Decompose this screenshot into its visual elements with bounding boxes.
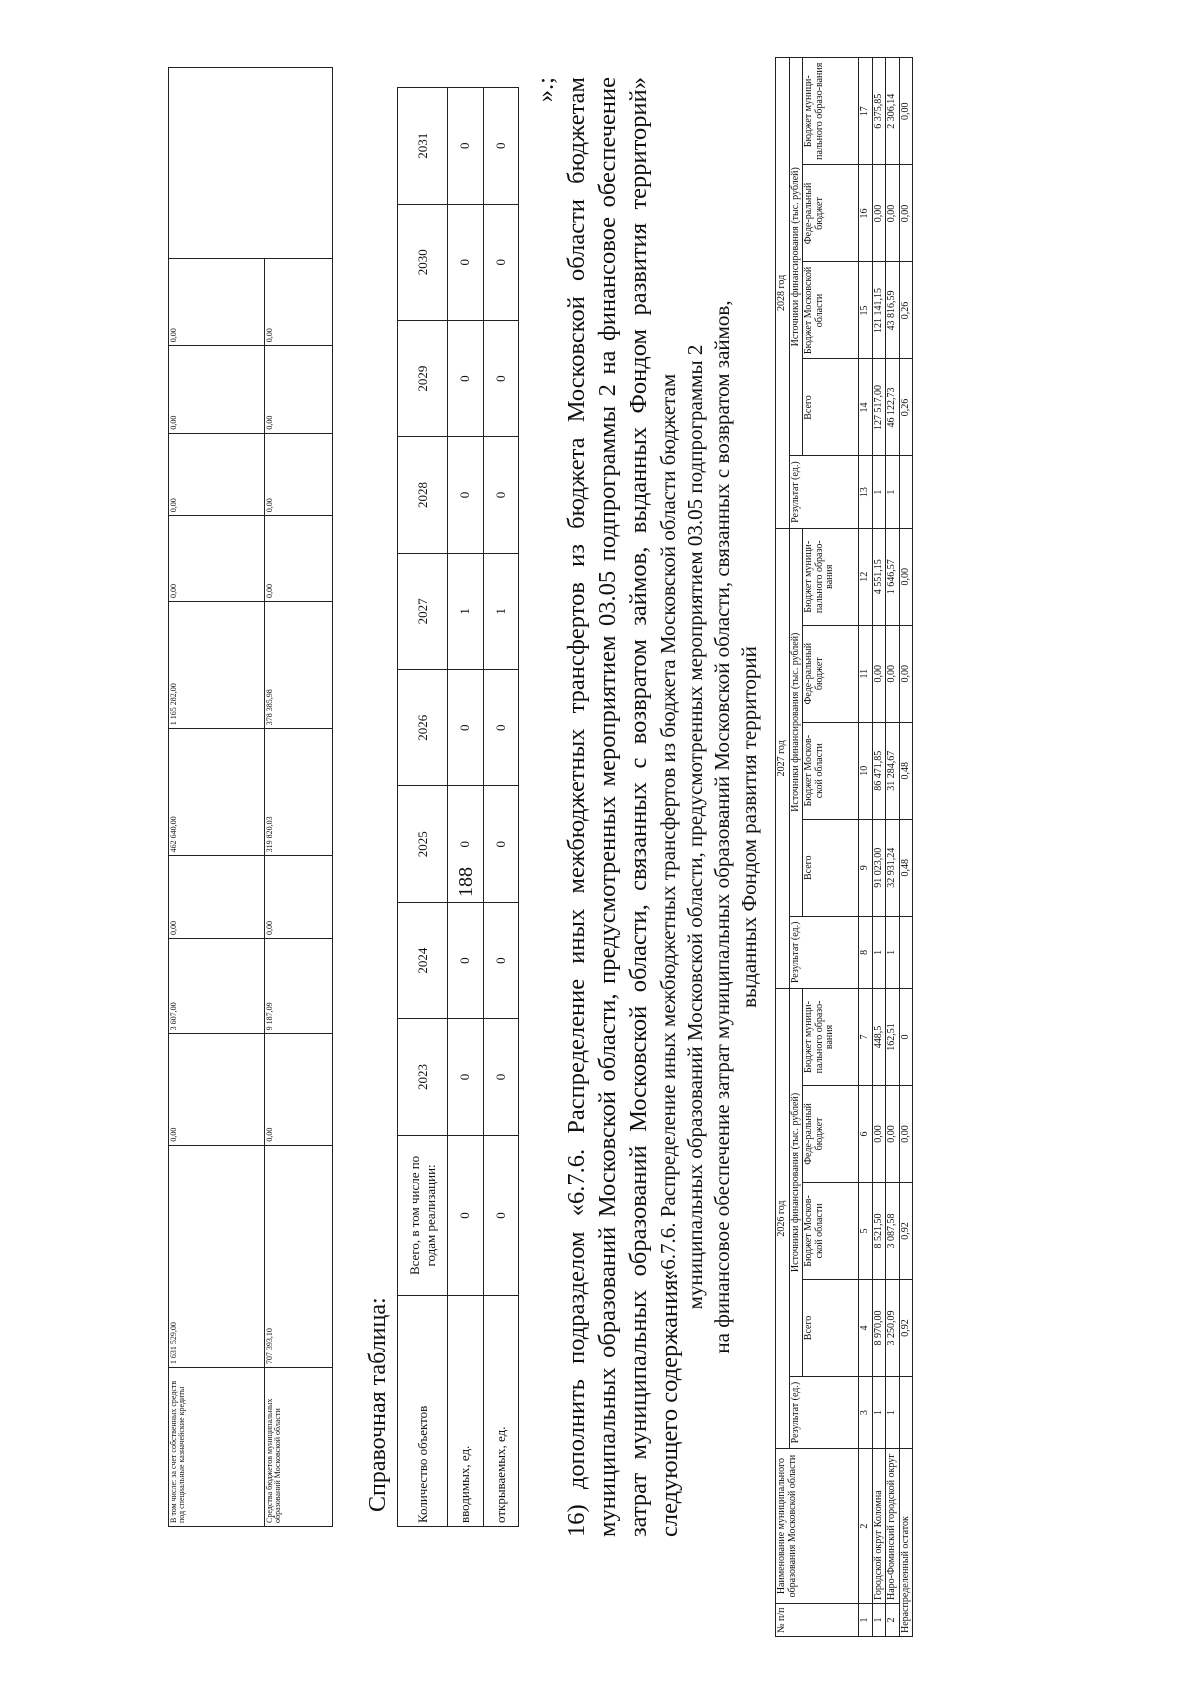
result-header: Результат (ед.): [789, 1376, 859, 1448]
table-cell: 121 141,15: [872, 262, 886, 359]
table-cell: 0: [448, 1019, 484, 1135]
table-cell: 31 284,67: [886, 722, 900, 819]
closing-mark: ».;: [532, 77, 559, 103]
table-row: [872, 58, 886, 1637]
column-numbers-row: [859, 58, 873, 1637]
table-cell: 0: [483, 902, 519, 1018]
table-cell: 6: [859, 1085, 873, 1182]
table-cell: 13: [859, 456, 873, 528]
objects-table: [397, 87, 519, 1527]
table-cell: 6 375,85: [872, 58, 886, 165]
heading-line: на финансовое обеспечение затрат муниципальных образований Московской области, связанных с возвратом займов,: [710, 300, 734, 1354]
top-cell: 0,00: [169, 258, 265, 345]
table-cell: 1: [886, 456, 900, 528]
table-cell: 0,00: [899, 1085, 913, 1182]
top-cell: 462 640,00: [169, 729, 265, 856]
caption: Справочная таблица:: [365, 1297, 391, 1512]
top-cell: 1 631 529,00: [169, 1145, 265, 1368]
top-cell: 0,00: [265, 1034, 333, 1145]
page-number: 188: [455, 867, 477, 897]
row-total: 0: [483, 1135, 519, 1296]
table-cell: 0: [483, 204, 519, 320]
year-header: 2028 год: [776, 58, 790, 529]
table-cell: 7: [859, 988, 873, 1085]
sources-header: Источники финансирования (тыс. рублей): [789, 988, 803, 1376]
top-cell: 0,00: [265, 433, 333, 516]
top-cell: 0,00: [169, 516, 265, 602]
top-cell: 707 393,10: [265, 1145, 333, 1368]
federal-header: Феде-ральный бюджет: [803, 1085, 859, 1182]
top-cell: 0,00: [169, 1034, 265, 1145]
table-cell: 0,92: [899, 1279, 913, 1376]
paragraph-text: 16) дополнить подразделом «6.7.6. Распределение иных межбюджетных трансфертов из бюджета Московской области бюджетам муниципальных образований Московской области, предусмотренных мероприятием 03.05 подпрограммы 2 на финансовое обеспечение затрат муниципальных образований Московской области, связанных с возвратом займов, выданных Фондом развития территорий» следующего содержания:: [563, 77, 683, 1537]
table-cell: Городской округ Коломна: [872, 1449, 886, 1604]
financing-table: [775, 57, 913, 1637]
budget-mo-header: Бюджет Москов-ской области: [803, 722, 859, 819]
top-cell: 0,00: [265, 258, 333, 345]
row-total: 0: [448, 1135, 484, 1296]
heading-line: «6.7.6. Распределение иных межбюджетных трансфертов из бюджета Московской области бюджетам: [656, 373, 680, 1281]
table-cell: 8 970,00: [872, 1279, 886, 1376]
table-cell: 0,00: [899, 625, 913, 722]
municipal-header: Бюджет муници-пального образо-вания: [803, 988, 859, 1085]
table-cell: 2 306,14: [886, 58, 900, 165]
table-cell: 0: [448, 320, 484, 436]
municipal-header: Бюджет муници-пального образо-вания: [803, 528, 859, 625]
table-cell: 0,00: [886, 1085, 900, 1182]
table-cell: 15: [859, 262, 873, 359]
total-header: Всего: [803, 1279, 859, 1376]
table-cell: 91 023,00: [872, 819, 886, 916]
objects-header-label: Количество объектов: [398, 1296, 448, 1527]
year-header: 2031: [398, 88, 448, 205]
result-header: Результат (ед.): [789, 916, 859, 988]
table-cell: [899, 916, 913, 988]
top-cell: 9 187,09: [265, 938, 333, 1033]
section-heading: [655, 127, 763, 1527]
year-header: 2025: [398, 786, 448, 902]
table-cell: 17: [859, 58, 873, 165]
table-cell: 1: [886, 1376, 900, 1448]
table-cell: 4 551,15: [872, 528, 886, 625]
table-cell: 8: [859, 916, 873, 988]
budget-mo-header: Бюджет Московской области: [803, 262, 859, 359]
top-table: [168, 67, 333, 1527]
top-cell: 1 165 282,00: [169, 602, 265, 729]
table-row: [448, 88, 484, 1527]
top-cell: 0,00: [169, 346, 265, 433]
table-cell: 3: [859, 1376, 873, 1448]
table-cell: 2: [859, 1449, 873, 1604]
table-cell: 1 646,57: [886, 528, 900, 625]
table-cell: 0,00: [899, 165, 913, 262]
table-cell: 86 471,85: [872, 722, 886, 819]
table-cell: 448,5: [872, 988, 886, 1085]
table-cell: 1: [859, 1603, 873, 1636]
objects-header-total: Всего, в том числе по годам реализации:: [398, 1135, 448, 1296]
year-header: 2028: [398, 437, 448, 553]
result-header: Результат (ед.): [789, 456, 859, 528]
table-cell: 1: [872, 456, 886, 528]
top-row1-label: В том числе: за счет собственных средств под специальные казначейские кредиты: [169, 1368, 265, 1527]
table-cell: 14: [859, 359, 873, 456]
table-cell: 12: [859, 528, 873, 625]
table-cell: 0: [483, 670, 519, 786]
year-header: 2029: [398, 320, 448, 436]
sources-header: Источники финансирования (тыс. рублей): [789, 528, 803, 916]
table-cell: 5: [859, 1182, 873, 1279]
table-row: [483, 88, 519, 1527]
total-header: Всего: [803, 819, 859, 916]
table-cell: 4: [859, 1279, 873, 1376]
table-cell: 32 931,24: [886, 819, 900, 916]
table-cell: Наро-Фоминский городской округ: [886, 1449, 900, 1604]
federal-header: Феде-ральный бюджет: [803, 625, 859, 722]
table-cell: 0: [483, 88, 519, 205]
top-cell: 0,00: [265, 516, 333, 602]
table-cell: 0,00: [886, 165, 900, 262]
table-cell: 3 250,09: [886, 1279, 900, 1376]
table-cell: 1: [448, 553, 484, 669]
table-cell: 0,00: [886, 625, 900, 722]
table-cell: 10: [859, 722, 873, 819]
top-row2-label: Средства бюджетов муниципальных образований Московской области: [265, 1368, 333, 1527]
year-header: 2027: [398, 553, 448, 669]
year-header: 2023: [398, 1019, 448, 1135]
table-cell: 3 087,58: [886, 1182, 900, 1279]
year-header: 2027 год: [776, 528, 790, 988]
year-header: 2026: [398, 670, 448, 786]
table-cell: 0: [483, 437, 519, 553]
top-cell: 0,00: [265, 856, 333, 939]
table-cell: 2: [886, 1603, 900, 1636]
table-cell: 0,00: [872, 165, 886, 262]
total-header: Всего: [803, 359, 859, 456]
top-cell: 319 820,03: [265, 729, 333, 856]
col-name-header: Наименование муниципального образования Московской области: [776, 1449, 859, 1604]
municipal-header: Бюджет муници-пального образо-вания: [803, 58, 859, 165]
table-cell: 1: [872, 1376, 886, 1448]
table-cell: 9: [859, 819, 873, 916]
remainder-label: Нераспределенный остаток: [899, 1449, 913, 1637]
table-cell: 0,26: [899, 359, 913, 456]
federal-header: Феде-ральный бюджет: [803, 165, 859, 262]
table-cell: 0,00: [899, 58, 913, 165]
table-cell: 0: [448, 204, 484, 320]
table-cell: 0,92: [899, 1182, 913, 1279]
table-cell: 0: [483, 1019, 519, 1135]
col-no-header: № п/п: [776, 1603, 859, 1636]
year-header: 2030: [398, 204, 448, 320]
budget-mo-header: Бюджет Москов-ской области: [803, 1182, 859, 1279]
table-cell: [899, 456, 913, 528]
top-cell: 0,00: [169, 856, 265, 939]
table-cell: 0: [448, 88, 484, 205]
year-header: 2026 год: [776, 988, 790, 1448]
table-cell: 11: [859, 625, 873, 722]
top-cell: 0,00: [265, 346, 333, 433]
top-cell: 0,00: [169, 433, 265, 516]
table-cell: 8 521,50: [872, 1182, 886, 1279]
table-cell: 1: [872, 916, 886, 988]
table-cell: [899, 1376, 913, 1448]
sources-header: Источники финансирования (тыс. рублей): [789, 58, 803, 456]
table-cell: 16: [859, 165, 873, 262]
table-row: [886, 58, 900, 1637]
table-cell: 1: [886, 916, 900, 988]
heading-line: выданных Фондом развития территорий: [737, 646, 761, 1008]
table-cell: 1: [483, 553, 519, 669]
table-cell: 127 517,00: [872, 359, 886, 456]
year-header: 2024: [398, 902, 448, 1018]
heading-line: муниципальных образований Московской области, предусмотренных мероприятием 03.05 подпрограммы 2: [683, 344, 707, 1310]
table-cell: 1: [872, 1603, 886, 1636]
table-cell: 162,51: [886, 988, 900, 1085]
table-cell: 0: [448, 437, 484, 553]
table-cell: 0,00: [872, 1085, 886, 1182]
top-cell: 3 607,00: [169, 938, 265, 1033]
table-cell: 0,26: [899, 262, 913, 359]
table-cell: 0: [448, 670, 484, 786]
table-cell: 0: [483, 786, 519, 902]
table-cell: 0: [448, 786, 484, 902]
remainder-row: [899, 58, 913, 1637]
table-cell: 46 122,73: [886, 359, 900, 456]
table-cell: 0: [448, 902, 484, 1018]
row-label: открываемых, ед.: [483, 1296, 519, 1527]
table-cell: 0,48: [899, 819, 913, 916]
table-cell: 0,48: [899, 722, 913, 819]
table-cell: 0: [899, 988, 913, 1085]
table-cell: 0: [483, 320, 519, 436]
table-cell: 0,00: [899, 528, 913, 625]
row-label: вводимых, ед.: [448, 1296, 484, 1527]
table-cell: 0,00: [872, 625, 886, 722]
top-empty-cell: [169, 68, 333, 259]
top-cell: 378 385,98: [265, 602, 333, 729]
table-cell: 43 816,59: [886, 262, 900, 359]
